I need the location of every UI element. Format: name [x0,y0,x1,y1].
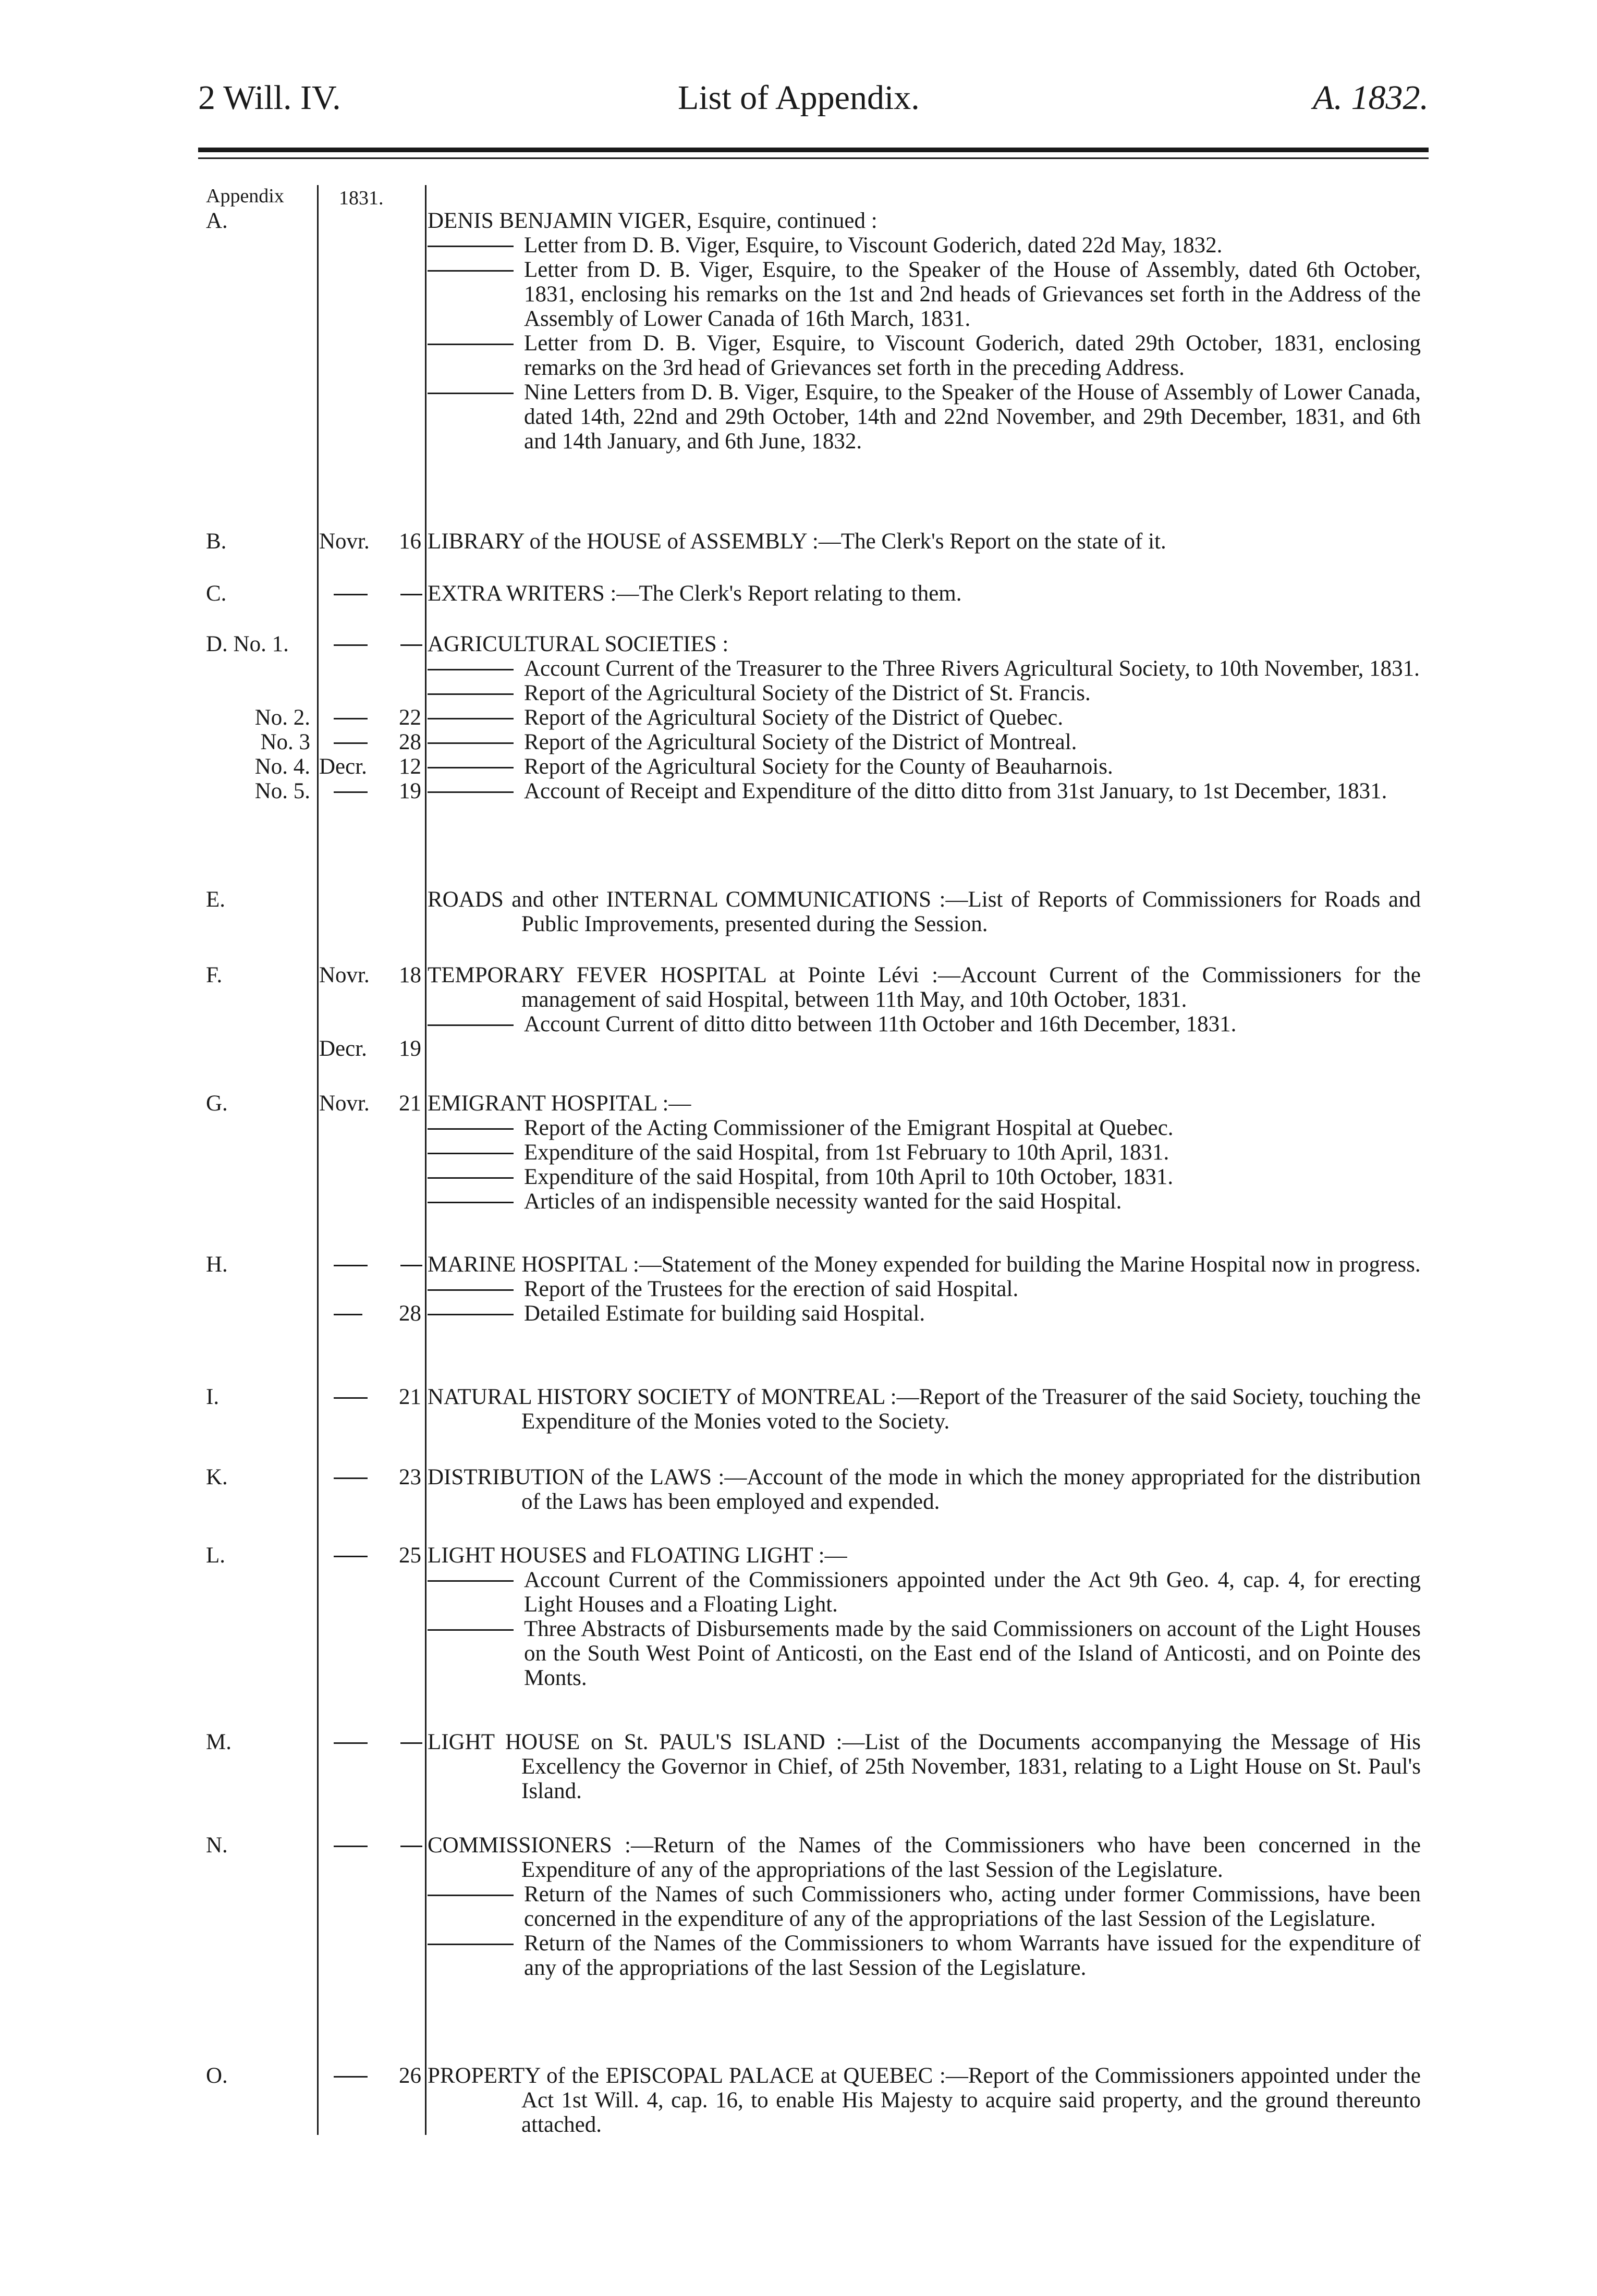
item-dash [428,742,514,744]
ditto-dash [334,742,368,744]
entry-item: Letter from D. B. Viger, Esquire, to Viscount Goderich, dated 22d May, 1832. [428,233,1421,258]
item-dash [428,270,514,272]
entry-label: E. [206,887,226,912]
entry-day: 25 [399,1543,421,1568]
entry-item: Expenditure of the said Hospital, from 1st February to 10th April, 1831. [428,1140,1421,1165]
entry-label: B. [206,529,227,554]
entry-day: 21 [399,1091,421,1116]
entry-day: 19 [399,1036,421,1061]
entry-item: Three Abstracts of Disbursements made by the said Commissioners on account of the Light Houses on the South West Point of Anticosti, on the East end of the Island of Anticosti, and on Pointe des Monts. [428,1617,1421,1690]
entry-body [428,529,1421,554]
ditto-dash [334,1477,368,1479]
entry-item: Account Current of the Commissioners appointed under the Act 9th Geo. 4, cap. 4, for erecting Light Houses and a Floating Light. [428,1568,1421,1617]
entry-heading: NATURAL HISTORY SOCIETY of MONTREAL :—Report of the Treasurer of the said Society, touching the Expenditure of the Monies voted to the Society. [428,1385,1421,1434]
entry-day: 16 [399,529,421,554]
entry-heading: DISTRIBUTION of the LAWS :—Account of the mode in which the money appropriated for the distribution of the Laws has been employed and expended. [428,1465,1421,1514]
ditto-dash [400,594,422,595]
entry-item: Account Current of ditto ditto between 11th October and 16th December, 1831. [428,1012,1421,1036]
item-dash [428,1024,514,1026]
entry-body [428,1091,1421,1214]
entry-heading: AGRICULTURAL SOCIETIES : [428,632,729,656]
entry-day: 18 [399,963,421,987]
entry-item: Detailed Estimate for building said Hospital. [428,1301,1421,1326]
entry-day: 26 [399,2063,421,2088]
entry-item: Report of the Agricultural Society of the District of St. Francis. [428,681,1421,705]
item-dash [428,791,514,793]
entry-item: Report of the Agricultural Society for the County of Beauharnois. [428,754,1421,779]
column-divider-right [425,185,426,2135]
entry-day: 21 [399,1385,421,1409]
entry-heading: PROPERTY of the EPISCOPAL PALACE at QUEBEC :—Report of the Commissioners appointed under the Act 1st Will. 4, cap. 16, to enable His Majesty to acquire said property, and the ground thereunto attached. [428,2063,1421,2137]
entry-label: G. [206,1091,228,1116]
header-rule-thin [198,157,1429,159]
entry-label: L. [206,1543,226,1568]
entry-body [428,887,1421,936]
page-header [198,78,1429,136]
item-dash [428,1314,514,1315]
entry-day: 28 [399,1301,421,1326]
ditto-dash [400,1742,422,1744]
ditto-dash [334,644,368,646]
entry-label: N. [206,1833,228,1858]
ditto-dash [334,1742,368,1744]
entry-body [428,581,1421,606]
entry-label: C. [206,581,227,606]
ditto-dash [334,594,368,595]
entry-heading: LIBRARY of the HOUSE of ASSEMBLY :—The Clerk's Report on the state of it. [428,529,1166,554]
entry-item: Return of the Names of such Commissioners who, acting under former Commissions, have been concerned in the expenditure of any of the appropriations of the last Session of the Legislature. [428,1882,1421,1931]
entry-month: Decr. [319,754,367,779]
ditto-dash [400,1265,422,1266]
entry-body [428,1730,1421,1803]
item-dash [428,1177,514,1179]
ditto-dash [334,1556,368,1557]
item-dash [428,1153,514,1154]
ditto-dash [334,1265,368,1266]
ditto-dash [334,791,368,793]
item-dash [428,1202,514,1203]
entry-body [428,1833,1421,1980]
entry-body [428,632,1421,803]
entry-item: Account Current of the Treasurer to the Three Rivers Agricultural Society, to 10th November, 1831. [428,656,1421,681]
item-dash [428,1128,514,1130]
entry-body [428,1465,1421,1514]
entry-heading: EMIGRANT HOSPITAL :— [428,1091,691,1116]
entry-item: Nine Letters from D. B. Viger, Esquire, to the Speaker of the House of Assembly of Lower Canada, dated 14th, 22nd and 29th October, 14th and 22nd November, and 29th December, 1831, and 6th and 14th January, and 6th June, 1832. [428,380,1421,454]
item-dash [428,1895,514,1896]
sublabel: No. 2. [254,705,310,730]
entry-label: I. [206,1385,220,1409]
entry-body [428,1252,1421,1326]
entry-item: Letter from D. B. Viger, Esquire, to Viscount Goderich, dated 29th October, 1831, enclosing remarks on the 3rd head of Grievances set forth in the preceding Address. [428,331,1421,380]
entry-label: O. [206,2063,228,2088]
ditto-dash [400,1846,422,1847]
column-head-year: 1831. [339,187,384,209]
item-dash [428,767,514,768]
entry-month: Novr. [319,963,370,987]
header-title: List of Appendix. [678,79,920,117]
header-session: 2 Will. IV. [198,79,341,117]
header-year: A. 1832. [1313,79,1429,117]
entry-label: M. [206,1730,231,1754]
item-dash [428,669,514,670]
entry-day: 28 [399,730,421,754]
column-head-appendix: Appendix [206,185,284,207]
entry-item: Report of the Trustees for the erection of said Hospital. [428,1277,1421,1301]
item-dash [428,1580,514,1582]
column-divider-left [317,185,319,2135]
item-dash [428,344,514,345]
ditto-dash [334,1397,368,1399]
entry-item: Report of the Agricultural Society of the District of Montreal. [428,730,1421,754]
sublabel: No. 4. [254,754,310,779]
entry-item: Articles of an indispensible necessity wanted for the said Hospital. [428,1189,1421,1214]
entry-item: Report of the Acting Commissioner of the Emigrant Hospital at Quebec. [428,1116,1421,1140]
entry-heading: LIGHT HOUSES and FLOATING LIGHT :— [428,1543,847,1568]
entry-item: Letter from D. B. Viger, Esquire, to the Speaker of the House of Assembly, dated 6th October, 1831, enclosing his remarks on the 1st and 2nd heads of Grievances set forth in the Address of the Assembly of Lower Canada of 16th March, 1831. [428,258,1421,331]
entry-label: H. [206,1252,228,1277]
entry-body [428,2063,1421,2137]
entry-heading: LIGHT HOUSE on St. PAUL'S ISLAND :—List of the Documents accompanying the Message of His Excellency the Governor in Chief, of 25th November, 1831, relating to a Light House on St. Paul's Island. [428,1730,1421,1803]
entry-heading: COMMISSIONERS :—Return of the Names of the Commissioners who have been concerned in the Expenditure of any of the appropriations of the last Session of the Legislature. [428,1833,1421,1882]
item-dash [428,1629,514,1631]
entry-label: D. No. 1. [206,632,289,656]
ditto-dash [400,644,422,646]
entry-item: Return of the Names of the Commissioners to whom Warrants have issued for the expenditure of any of the appropriations of the last Session of the Legislature. [428,1931,1421,1980]
entry-label: A. [206,209,228,233]
entry-month: Decr. [319,1036,367,1061]
entry-item: Account of Receipt and Expenditure of the ditto ditto from 31st January, to 1st December, 1831. [428,779,1421,803]
item-dash [428,1289,514,1291]
entry-day: 12 [399,754,421,779]
item-dash [428,718,514,719]
entry-month: Novr. [319,529,370,554]
ditto-dash [334,1846,368,1847]
entry-label: F. [206,963,223,987]
item-dash [428,393,514,394]
entry-heading: TEMPORARY FEVER HOSPITAL at Pointe Lévi :—Account Current of the Commissioners for the management of said Hospital, between 11th May, and 10th October, 1831. [428,963,1421,1012]
entry-day: 22 [399,705,421,730]
entry-item: Expenditure of the said Hospital, from 10th April to 10th October, 1831. [428,1165,1421,1189]
entry-body [428,1543,1421,1690]
entry-heading: DENIS BENJAMIN VIGER, Esquire, continued : [428,209,877,233]
item-dash [428,246,514,247]
ditto-dash [334,2076,368,2078]
item-dash [428,1944,514,1945]
entry-month: Novr. [319,1091,370,1116]
entry-day: 23 [399,1465,421,1489]
entry-label: K. [206,1465,228,1489]
ditto-dash [334,1314,362,1315]
entry-body [428,209,1421,454]
entry-item: Report of the Agricultural Society of the District of Quebec. [428,705,1421,730]
entry-heading: EXTRA WRITERS :—The Clerk's Report relating to them. [428,581,962,606]
entry-body [428,963,1421,1036]
ditto-dash [334,718,368,719]
sublabel: No. 3 [260,730,310,754]
header-rule-thick [198,148,1429,152]
sublabel: No. 5. [254,779,310,803]
entry-body [428,1385,1421,1434]
entry-heading: MARINE HOSPITAL :—Statement of the Money expended for building the Marine Hospital now in progress. [428,1252,1421,1277]
entry-heading: ROADS and other INTERNAL COMMUNICATIONS :—List of Reports of Commissioners for Roads and Public Improvements, presented during the Session. [428,887,1421,936]
entry-day: 19 [399,779,421,803]
item-dash [428,693,514,695]
